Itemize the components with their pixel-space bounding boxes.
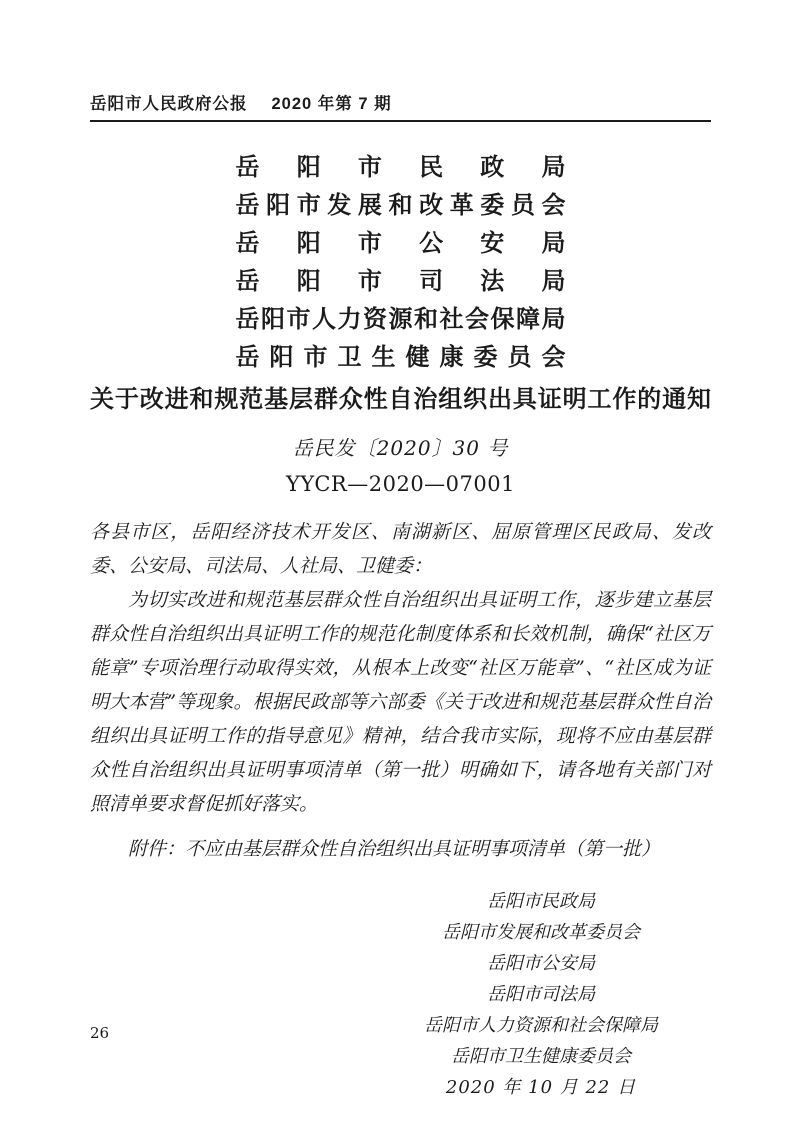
page-number: 26 bbox=[90, 1024, 110, 1042]
issuer-line: 岳阳市人力资源和社会保障局 bbox=[235, 304, 566, 333]
gazette-header bbox=[90, 90, 711, 122]
document-number: 岳民发〔2020〕30 号 bbox=[292, 436, 509, 460]
salutation: 各县市区，岳阳经济技术开发区、南湖新区、屈原管理区民政局、发改委、公安局、司法局、人社局、卫健委： bbox=[90, 521, 711, 577]
gazette-issue: 2020 年第 7 期 bbox=[271, 95, 392, 113]
issuer-line: 岳阳市民政局 bbox=[235, 152, 566, 181]
registration-number: YYCR—2020—07001 bbox=[286, 472, 515, 496]
signature-date: 2020 年 10 月 22 日 bbox=[445, 1077, 637, 1098]
issuing-agencies-block bbox=[236, 148, 566, 376]
attachment-line: 附件：不应由基层群众性自治组织出具证明事项清单（第一批） bbox=[128, 838, 661, 860]
issuer-line: 岳阳市卫生健康委员会 bbox=[235, 342, 566, 371]
notice-title: 关于改进和规范基层群众性自治组织出具证明工作的通知 bbox=[90, 384, 711, 413]
gazette-title: 岳阳市人民政府公报 bbox=[90, 95, 248, 113]
signer-line: 岳阳市发展和改革委员会 bbox=[442, 922, 640, 943]
signer-line: 岳阳市公安局 bbox=[487, 953, 595, 974]
issuer-line: 岳阳市公安局 bbox=[235, 228, 566, 257]
signer-line: 岳阳市民政局 bbox=[487, 891, 595, 912]
signature-block bbox=[371, 886, 711, 1103]
signer-line: 岳阳市司法局 bbox=[487, 984, 595, 1005]
issuer-line: 岳阳市司法局 bbox=[235, 266, 566, 295]
issuer-line: 岳阳市发展和改革委员会 bbox=[235, 190, 566, 219]
signer-line: 岳阳市卫生健康委员会 bbox=[451, 1046, 631, 1067]
body-paragraph: 为切实改进和规范基层群众性自治组织出具证明工作，逐步建立基层群众性自治组织出具证明工作的规范化制度体系和长效机制，确保“社区万能章”专项治理行动取得实效，从根本上改变“社区万能章”、“社区成为证明大本营”等现象。根据民政部等六部委《关于改进和规范基层群众性自治组织出具证明工作的指导意见》精神，结合我市实际，现将不应由基层群众性自治组织出具证明事项清单（第一批）明确如下，请各地有关部门对照清单要求督促抓好落实。 bbox=[90, 589, 711, 815]
page-content bbox=[90, 0, 711, 1103]
signer-line: 岳阳市人力资源和社会保障局 bbox=[424, 1015, 658, 1036]
